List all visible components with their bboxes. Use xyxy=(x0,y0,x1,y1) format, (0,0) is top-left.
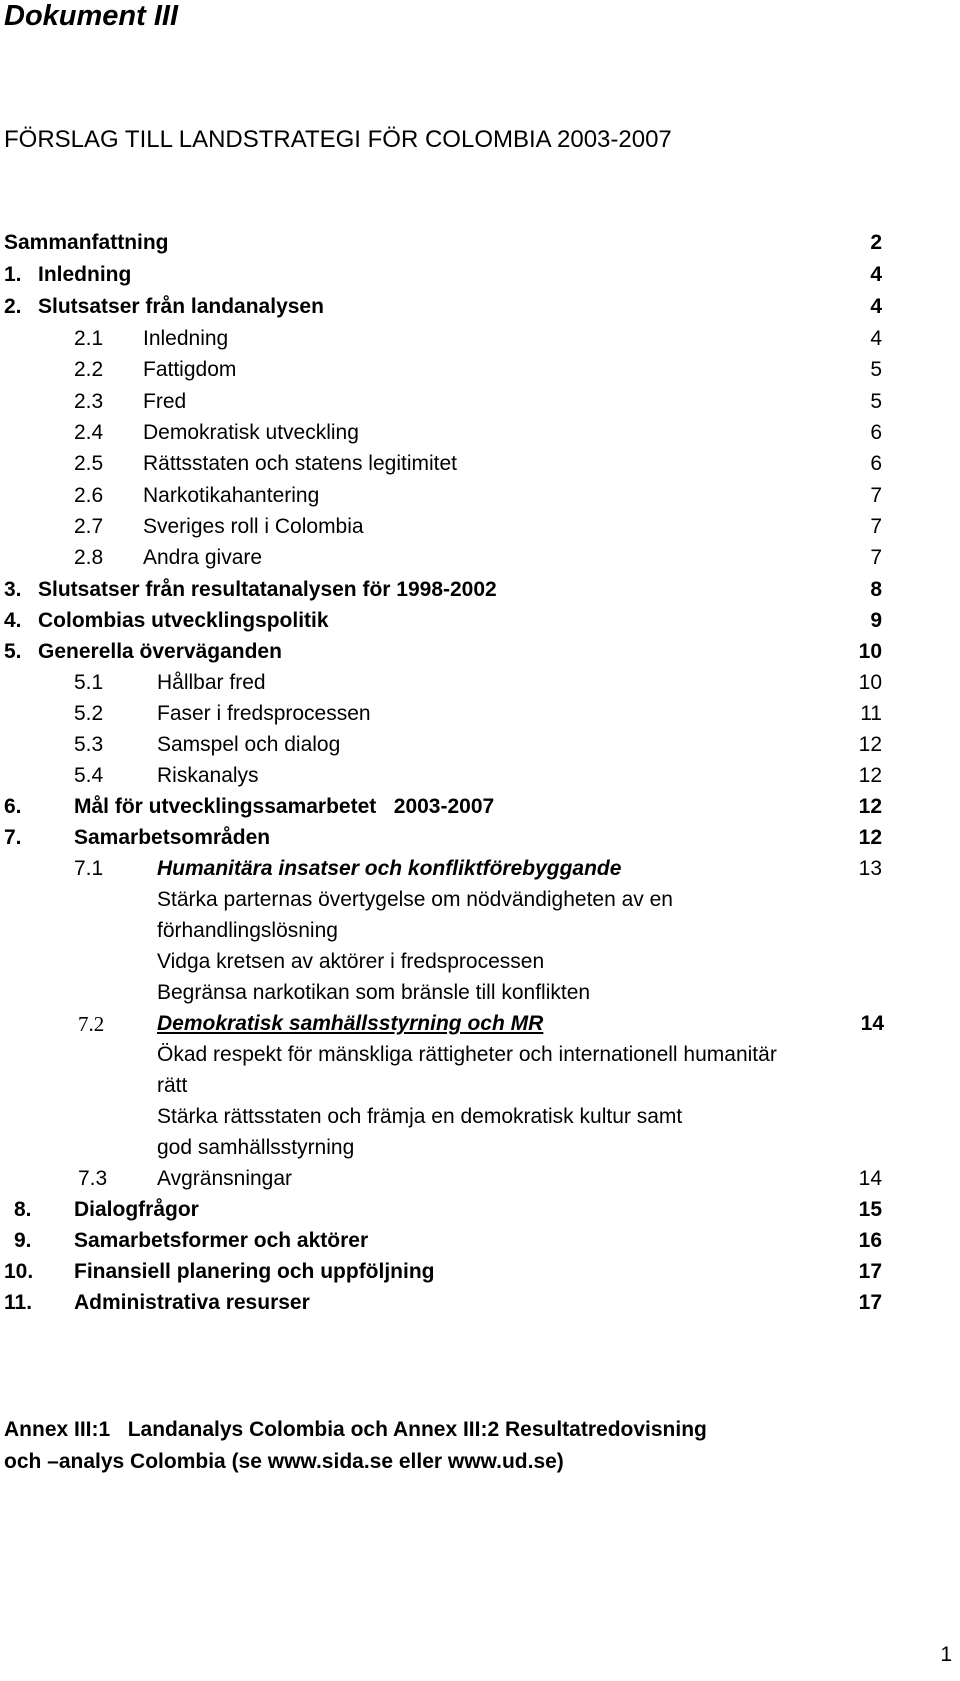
toc-label: Mål för utvecklingssamarbetet 2003-2007 xyxy=(74,795,495,818)
document-title: FÖRSLAG TILL LANDSTRATEGI FÖR COLOMBIA 2003-2007 xyxy=(4,126,672,153)
toc-number: 2.7 xyxy=(74,515,104,538)
toc-label: Fred xyxy=(143,390,187,413)
toc-page: 5 xyxy=(870,358,882,381)
toc-label: god samhällsstyrning xyxy=(157,1136,355,1159)
toc-label: Andra givare xyxy=(143,546,263,569)
document-label: Dokument III xyxy=(4,0,179,32)
toc-page: 15 xyxy=(858,1198,882,1221)
toc-number: 5.4 xyxy=(74,764,104,787)
toc-number: 2.3 xyxy=(74,390,104,413)
toc-subentry xyxy=(0,1070,960,1102)
toc-page: 13 xyxy=(858,857,882,880)
toc-number: 9. xyxy=(14,1229,32,1252)
toc-page: 16 xyxy=(858,1229,882,1252)
toc-entry-2-3[interactable] xyxy=(0,386,960,418)
toc-label: Humanitära insatser och konfliktförebyggande xyxy=(157,857,622,880)
toc-number: 4. xyxy=(4,609,22,632)
toc-number: 2. xyxy=(4,295,22,318)
toc-label: Samarbetsområden xyxy=(74,826,271,849)
toc-entry-5-2[interactable] xyxy=(0,698,960,730)
toc-label: Demokratisk utveckling xyxy=(143,421,359,444)
toc-label: Samspel och dialog xyxy=(157,733,341,756)
toc-page: 12 xyxy=(858,733,882,756)
toc-page: 7 xyxy=(870,484,882,507)
toc-number: 2.5 xyxy=(74,452,104,475)
toc-page: 12 xyxy=(858,795,882,818)
toc-label: Avgränsningar xyxy=(157,1167,293,1190)
toc-entry-2[interactable] xyxy=(0,291,960,323)
toc-label: Narkotikahantering xyxy=(143,484,320,507)
toc-subentry xyxy=(0,1132,960,1164)
toc-page: 7 xyxy=(870,546,882,569)
toc-entry-2-2[interactable] xyxy=(0,354,960,386)
toc-number: 2.4 xyxy=(74,421,104,444)
toc-page: 2 xyxy=(870,231,882,254)
toc-label: Slutsatser från resultatanalysen för 1998-2002 xyxy=(38,578,497,601)
toc-page: 6 xyxy=(870,452,882,475)
toc-label: Riskanalys xyxy=(157,764,259,787)
toc-number: 3. xyxy=(4,578,22,601)
toc-entry-2-6[interactable] xyxy=(0,480,960,512)
toc-number: 7.1 xyxy=(74,857,104,880)
toc-entry-5-1[interactable] xyxy=(0,667,960,699)
toc-number: 5.2 xyxy=(74,702,104,725)
toc-number: 6. xyxy=(4,795,22,818)
toc-number: 10. xyxy=(4,1260,34,1283)
toc-entry-7-1[interactable] xyxy=(0,853,960,885)
toc-entry-7-3[interactable] xyxy=(0,1163,960,1195)
toc-entry-summary[interactable] xyxy=(0,227,960,259)
toc-entry-2-1[interactable] xyxy=(0,323,960,355)
toc-label: Colombias utvecklingspolitik xyxy=(38,609,329,632)
toc-number: 5. xyxy=(4,640,22,663)
toc-label: Sveriges roll i Colombia xyxy=(143,515,364,538)
toc-entry-10[interactable] xyxy=(0,1256,960,1288)
toc-number: 2.1 xyxy=(74,327,104,350)
toc-entry-2-8[interactable] xyxy=(0,542,960,574)
toc-label: Generella överväganden xyxy=(38,640,282,663)
toc-entry-5[interactable] xyxy=(0,636,960,668)
toc-page: 8 xyxy=(870,578,882,601)
toc-page: 7 xyxy=(870,515,882,538)
toc-entry-3[interactable] xyxy=(0,574,960,606)
toc-label: Demokratisk samhällsstyrning och MR xyxy=(157,1012,544,1035)
toc-label: Stärka rättsstaten och främja en demokratisk kultur samt xyxy=(157,1105,683,1128)
toc-entry-4[interactable] xyxy=(0,605,960,637)
toc-label: Begränsa narkotikan som bränsle till konflikten xyxy=(157,981,591,1004)
toc-number: 5.1 xyxy=(74,671,104,694)
toc-subentry xyxy=(0,884,960,916)
toc-number: 2.6 xyxy=(74,484,104,507)
toc-label: Dialogfrågor xyxy=(74,1198,199,1221)
toc-label: Rättsstaten och statens legitimitet xyxy=(143,452,457,475)
toc-label: Ökad respekt för mänskliga rättigheter och internationell humanitär xyxy=(157,1043,777,1066)
toc-label: Finansiell planering och uppföljning xyxy=(74,1260,435,1283)
toc-label: Inledning xyxy=(143,327,229,350)
toc-page: 14 xyxy=(860,1012,884,1035)
toc-page: 12 xyxy=(858,764,882,787)
page-number: 1 xyxy=(940,1643,952,1666)
toc-page: 9 xyxy=(870,609,882,632)
toc-subentry xyxy=(0,1101,960,1133)
toc-page: 10 xyxy=(858,671,882,694)
toc-entry-7-2[interactable] xyxy=(0,1008,960,1040)
toc-page: 4 xyxy=(870,295,882,318)
toc-page: 5 xyxy=(870,390,882,413)
toc-entry-2-5[interactable] xyxy=(0,448,960,480)
toc-label: Vidga kretsen av aktörer i fredsprocessen xyxy=(157,950,545,973)
toc-number: 7.2 xyxy=(78,1012,105,1036)
toc-number: 11. xyxy=(4,1291,33,1314)
toc-entry-2-7[interactable] xyxy=(0,511,960,543)
toc-entry-11[interactable] xyxy=(0,1287,960,1319)
toc-number: 1. xyxy=(4,263,22,286)
toc-page: 10 xyxy=(858,640,882,663)
toc-entry-2-4[interactable] xyxy=(0,417,960,449)
toc-number: 7. xyxy=(4,826,22,849)
toc-page: 17 xyxy=(858,1260,882,1283)
toc-page: 6 xyxy=(870,421,882,444)
toc-page: 4 xyxy=(870,263,882,286)
annex-line-1: Annex III:1 Landanalys Colombia och Annex III:2 Resultatredovisning xyxy=(4,1418,707,1441)
toc-entry-6[interactable] xyxy=(0,791,960,823)
toc-subentry xyxy=(0,977,960,1009)
toc-page: 11 xyxy=(860,702,882,725)
toc-label: Slutsatser från landanalysen xyxy=(38,295,324,318)
toc-number: 2.2 xyxy=(74,358,104,381)
toc-label: Samarbetsformer och aktörer xyxy=(74,1229,369,1252)
toc-label: Fattigdom xyxy=(143,358,237,381)
toc-entry-5-4[interactable] xyxy=(0,760,960,792)
toc-label: Hållbar fred xyxy=(157,671,266,694)
toc-page: 14 xyxy=(858,1167,882,1190)
toc-page: 4 xyxy=(870,327,882,350)
toc-label: förhandlingslösning xyxy=(157,919,338,942)
toc-subentry xyxy=(0,915,960,947)
toc-entry-8[interactable] xyxy=(0,1194,960,1226)
toc-label: rätt xyxy=(157,1074,188,1097)
toc-page: 12 xyxy=(858,826,882,849)
toc-entry-5-3[interactable] xyxy=(0,729,960,761)
toc-subentry xyxy=(0,1039,960,1071)
toc-label: Faser i fredsprocessen xyxy=(157,702,371,725)
toc-page: 17 xyxy=(858,1291,882,1314)
toc-label: Stärka parternas övertygelse om nödvändigheten av en xyxy=(157,888,673,911)
toc-number: 7.3 xyxy=(78,1167,108,1190)
toc-entry-1[interactable] xyxy=(0,259,960,291)
toc-subentry xyxy=(0,946,960,978)
annex-line-2: och –analys Colombia (se www.sida.se eller www.ud.se) xyxy=(4,1450,564,1473)
toc-number: 2.8 xyxy=(74,546,104,569)
toc-entry-9[interactable] xyxy=(0,1225,960,1257)
toc-label: Administrativa resurser xyxy=(74,1291,310,1314)
toc-number: 8. xyxy=(14,1198,32,1221)
toc-label: Sammanfattning xyxy=(4,231,169,254)
toc-entry-7[interactable] xyxy=(0,822,960,854)
toc-number: 5.3 xyxy=(74,733,104,756)
toc-label: Inledning xyxy=(38,263,132,286)
